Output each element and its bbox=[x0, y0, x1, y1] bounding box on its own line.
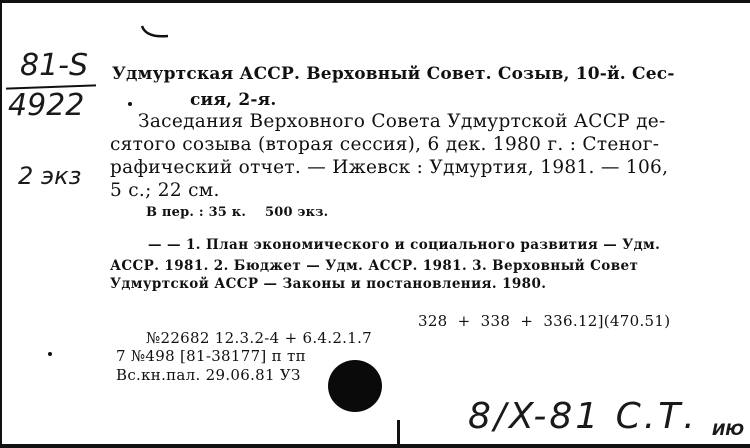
title-line-2: сятого созыва (вторая сессия), 6 дек. 1980 г. : Стеног- bbox=[110, 134, 660, 155]
top-edge bbox=[0, 0, 750, 3]
ink-blot bbox=[328, 360, 382, 412]
heading-line-2: сия, 2-я. bbox=[190, 90, 277, 110]
code-line-2: 7 №498 [81-38177] п тп bbox=[116, 347, 306, 365]
code-line-3: Вс.кн.пал. 29.06.81 УЗ bbox=[116, 366, 301, 384]
heading-line-1: Удмуртская АССР. Верховный Совет. Созыв, 10-й. Сес- bbox=[112, 64, 675, 84]
subjects-line-3: Удмуртской АССР — Законы и постановления. 1980. bbox=[110, 276, 547, 292]
bottom-divider bbox=[397, 420, 400, 448]
title-line-3: рафический отчет. — Ижевск : Удмуртия, 1981. — 106, bbox=[110, 157, 669, 178]
left-edge bbox=[0, 0, 2, 448]
code-line-1: №22682 12.3.2-4 + 6.4.2.1.7 bbox=[146, 329, 372, 347]
classification-index: 328 + 338 + 336.12](470.51) bbox=[418, 312, 671, 330]
title-line-4: 5 с.; 22 см. bbox=[110, 180, 220, 201]
corner-mark: ИЮ bbox=[712, 420, 745, 439]
margin-dot bbox=[128, 102, 132, 106]
edition-info: В пер. : 35 к. 500 экз. bbox=[146, 205, 329, 220]
handwritten-date: 8/X-81 С.Т. bbox=[468, 396, 698, 437]
margin-note-top: 81-S bbox=[20, 48, 89, 83]
subjects-line-1: — — 1. План экономического и социального развития — Удм. bbox=[148, 237, 661, 253]
margin-dot bbox=[48, 352, 52, 356]
pen-stroke-icon bbox=[140, 22, 172, 42]
margin-note-copies: 2 экз bbox=[18, 162, 82, 190]
title-line-1: Заседания Верховного Совета Удмуртской АССР де- bbox=[138, 111, 666, 132]
margin-note-bottom: 4922 bbox=[8, 88, 85, 123]
bottom-edge bbox=[0, 444, 750, 448]
subjects-line-2: АССР. 1981. 2. Бюджет — Удм. АССР. 1981. 3. Верховный Совет bbox=[110, 258, 639, 274]
